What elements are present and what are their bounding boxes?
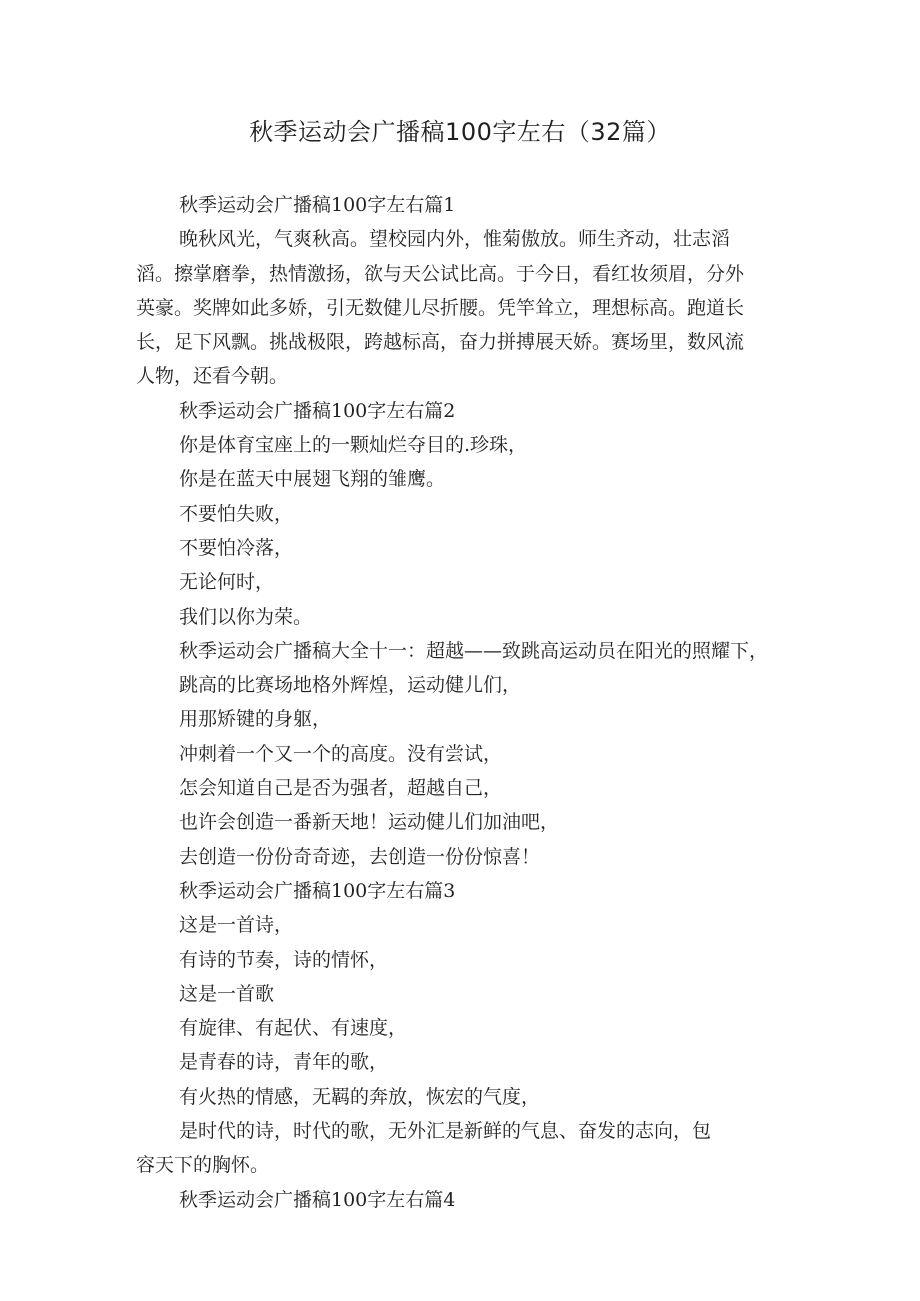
text-line: 秋季运动会广播稿100字左右篇4 bbox=[179, 1188, 456, 1211]
text-line: 秋季运动会广播稿100字左右篇1 bbox=[179, 194, 456, 216]
text-line: 英豪。奖牌如此多娇，引无数健儿尽折腰。凭竿耸立，理想标高。跑道长 bbox=[136, 296, 745, 319]
text-line: 滔。擦掌磨拳，热情激扬，欲与天公试比高。于今日，看红妆须眉，分外 bbox=[136, 262, 745, 285]
text-line: 有诗的节奏，诗的情怀， bbox=[179, 948, 389, 971]
text-line: 冲刺着一个又一个的高度。没有尝试， bbox=[179, 742, 503, 765]
text-line: 去创造一份份奇奇迹，去创造一份份惊喜！ bbox=[179, 845, 541, 868]
text-line: 也许会创造一番新天地！运动健儿们加油吧， bbox=[179, 811, 560, 834]
text-line: 无论何时， bbox=[179, 571, 275, 594]
text-line: 有火热的情感，无羁的奔放，恢宏的气度， bbox=[179, 1085, 541, 1108]
text-line: 是青春的诗，青年的歌， bbox=[179, 1051, 389, 1074]
text-line: 是时代的诗，时代的歌，无外汇是新鲜的气息、奋发的志向，包 bbox=[179, 1120, 712, 1143]
text-line: 秋季运动会广播稿100字左右篇3 bbox=[179, 879, 456, 902]
document-body bbox=[136, 188, 796, 1217]
document-title: 秋季运动会广播稿100字左右（32篇） bbox=[249, 118, 671, 146]
text-line: 这是一首诗， bbox=[179, 914, 294, 937]
text-line: 怎会知道自己是否为强者，超越自己， bbox=[179, 777, 503, 800]
text-line: 晚秋风光，气爽秋高。望校园内外，惟菊傲放。师生齐动，壮志滔 bbox=[179, 228, 731, 251]
text-line: 用那矫键的身躯， bbox=[179, 708, 332, 731]
text-line: 人物，还看今朝。 bbox=[136, 365, 289, 388]
text-line: 不要怕失败， bbox=[179, 502, 294, 525]
text-line: 你是在蓝天中展翅飞翔的雏鹰。 bbox=[179, 468, 446, 491]
text-line: 秋季运动会广播稿大全十一：超越——致跳高运动员在阳光的照耀下， bbox=[179, 639, 769, 662]
text-line: 秋季运动会广播稿100字左右篇2 bbox=[179, 399, 456, 422]
text-line: 有旋律、有起伏、有速度， bbox=[179, 1017, 408, 1040]
text-line: 这是一首歌 bbox=[179, 982, 275, 1005]
text-line: 不要怕冷落， bbox=[179, 536, 294, 559]
text-line: 长，足下风飘。挑战极限，跨越标高，奋力拼搏展天娇。赛场里，数风流 bbox=[136, 331, 745, 354]
text-line: 你是体育宝座上的一颗灿烂夺目的.珍珠， bbox=[179, 434, 528, 457]
text-line: 跳高的比赛场地格外辉煌，运动健儿们， bbox=[179, 674, 522, 697]
text-line: 我们以你为荣。 bbox=[179, 605, 313, 628]
text-line: 容天下的胸怀。 bbox=[136, 1154, 270, 1177]
